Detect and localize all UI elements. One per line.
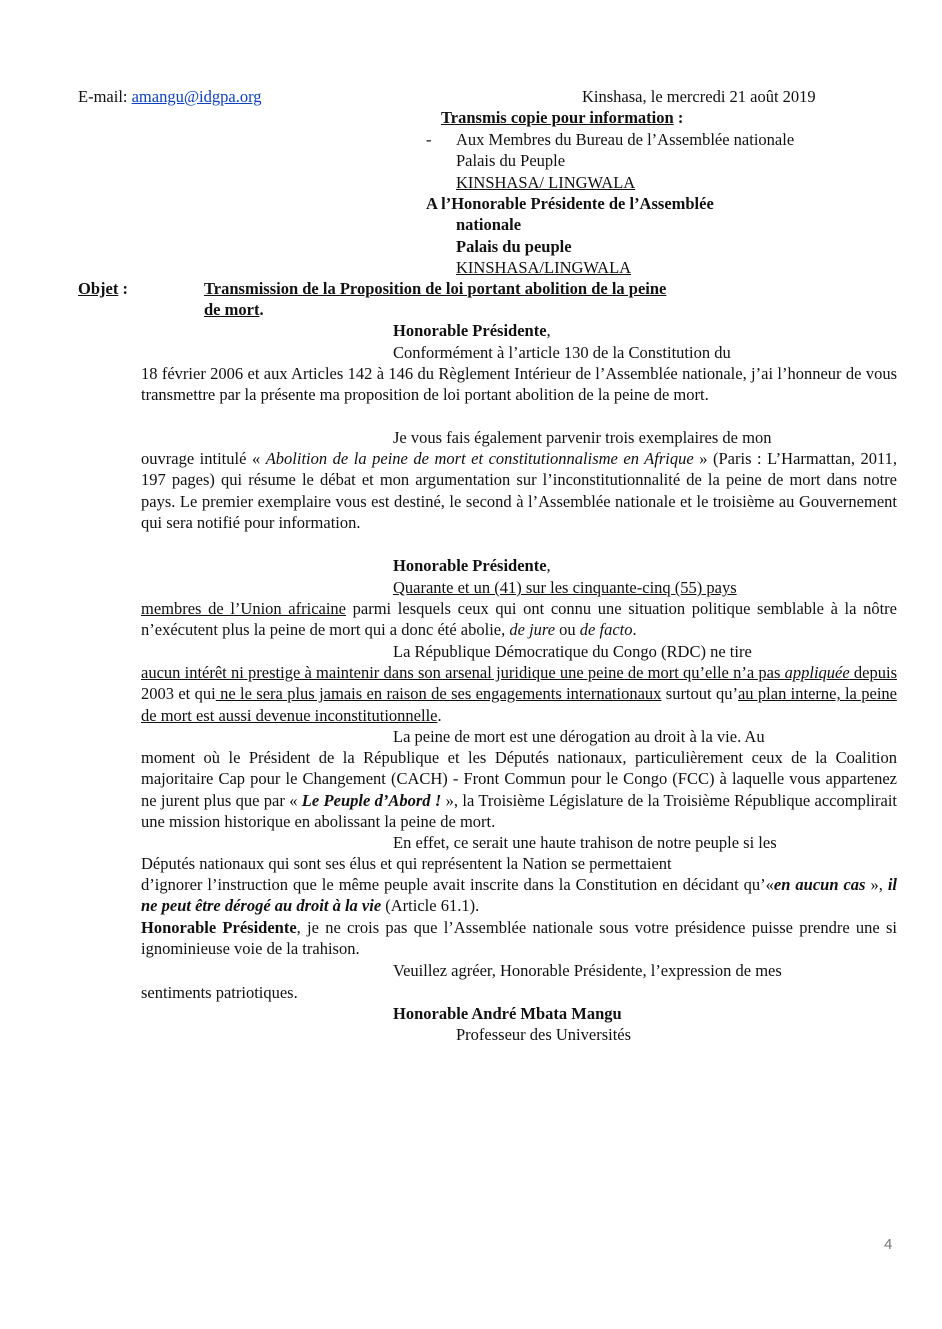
copy-line-1: Aux Membres du Bureau de l’Assemblée nationale (456, 130, 795, 149)
recipient-line-3: Palais du peuple (456, 237, 572, 256)
paragraph-6-line-2: Députés nationaux qui sont ses élus et qui représentent la Nation se permettaient (141, 854, 672, 873)
paragraph-4: aucun intérêt ni prestige à maintenir dans son arsenal juridique une peine de mort qu’elle n’a pas appliquée depuis 2003 et qui ne le sera plus jamais en raison de ses engagements internationaux surtout qu’au plan interne, la peine de mort est aussi devenue inconstitutionnelle. (141, 663, 897, 725)
salutation-1: Honorable Présidente, (393, 321, 551, 340)
closing-line-2: sentiments patriotiques. (141, 983, 298, 1002)
paragraph-7: Honorable Présidente, je ne crois pas que l’Assemblée nationale sous votre présidence puisse prendre une si ignominieuse voie de la trahison. (141, 918, 897, 959)
paragraph-2-first-line: Je vous fais également parvenir trois exemplaires de mon (393, 428, 772, 447)
paragraph-1-first-line: Conformément à l’article 130 de la Constitution du (393, 343, 731, 362)
page-number: 4 (884, 1236, 893, 1253)
paragraph-4-first-line: La République Démocratique du Congo (RDC) ne tire (393, 642, 752, 661)
closing-first-line: Veuillez agréer, Honorable Présidente, l’expression de mes (393, 961, 782, 980)
subject-line-1: Transmission de la Proposition de loi portant abolition de la peine (204, 279, 667, 298)
copy-line-2: Palais du Peuple (456, 151, 566, 170)
recipient-line-1: A l’Honorable Présidente de l’Assemblée (426, 194, 714, 213)
paragraph-6: d’ignorer l’instruction que le même peuple avait inscrite dans la Constitution en décidant qu’«en aucun cas », il ne peut être dérogé au droit à la vie (Article 61.1). (141, 875, 897, 916)
motto: Le Peuple d’Abord ! (301, 790, 442, 810)
email-line (78, 86, 262, 107)
paragraph-6-first-line: En effet, ce serait une haute trahison de notre peuple si les (393, 833, 777, 852)
copy-line-3: KINSHASA/ LINGWALA (456, 173, 636, 192)
paragraph-3-first-line: Quarante et un (41) sur les cinquante-cinq (55) pays (393, 578, 737, 597)
signature-name: Honorable André Mbata Mangu (393, 1004, 622, 1023)
email-label: E-mail: (78, 87, 132, 106)
paragraph-1: 18 février 2006 et aux Articles 142 à 146 du Règlement Intérieur de l’Assemblée nationale, j’ai l’honneur de vous transmettre par la présente ma proposition de loi portant abolition de la peine de mort. (141, 364, 897, 405)
paragraph-5: moment où le Président de la République et les Députés nationaux, particulièrement ceux de la Coalition majoritaire Cap pour le Changement (CACH) - Front Commun pour le Congo (FCC) à laquelle vous appartenez ne jurent plus que par « Le Peuple d’Abord ! », la Troisième Législature de la Troisième République accomplirait une mission historique en abolissant la peine de mort. (141, 748, 897, 832)
paragraph-3: membres de l’Union africaine parmi lesquels ceux qui ont connu une situation politique semblable à la nôtre n’exécutent plus la peine de mort qui a donc été abolie, de jure ou de facto. (141, 599, 897, 640)
salutation-2: Honorable Présidente, (393, 556, 551, 575)
email-link[interactable]: amangu@idgpa.org (131, 87, 262, 106)
subject-label: Objet : (78, 279, 128, 298)
subject-line-2: de mort. (204, 300, 264, 319)
paragraph-2: ouvrage intitulé « Abolition de la peine de mort et constitutionnalisme en Afrique » (Paris : L’Harmattan, 2011, 197 pages) qui résume le débat et mon argumentation sur l’inconstitutionnalité de la peine de mort dans notre pays. Le premier exemplaire vous est destiné, le second à l’Assemblée nationale et le troisième au Gouvernement qui sera notifié pour information. (141, 449, 897, 533)
copy-bullet: - (426, 130, 432, 149)
paragraph-5-first-line: La peine de mort est une dérogation au droit à la vie. Au (393, 727, 765, 746)
place-date: Kinshasa, le mercredi 21 août 2019 (582, 87, 816, 106)
book-title: Abolition de la peine de mort et constitutionnalisme en Afrique (265, 449, 694, 468)
recipient-line-4: KINSHASA/LINGWALA (456, 258, 632, 277)
recipient-line-2: nationale (456, 215, 522, 234)
signature-title: Professeur des Universités (456, 1025, 632, 1044)
copy-title: Transmis copie pour information : (441, 108, 684, 127)
